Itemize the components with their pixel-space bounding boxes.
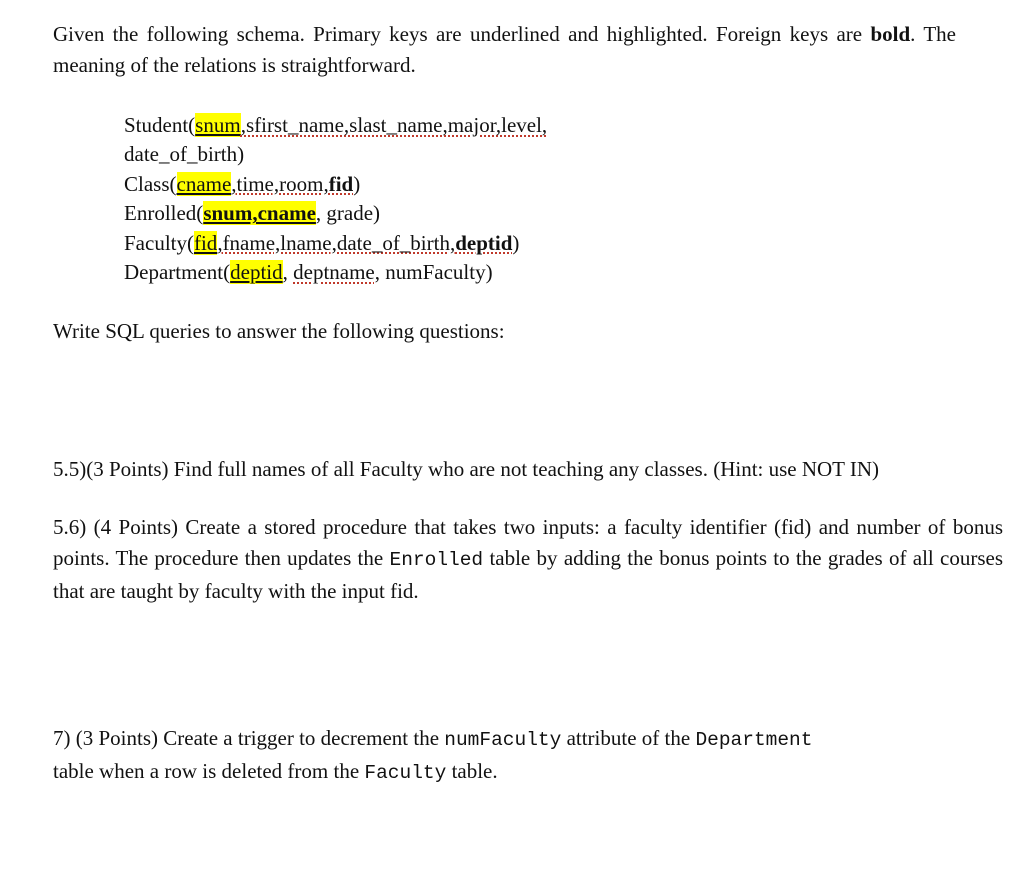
code-enrolled: Enrolled: [389, 549, 484, 571]
intro-bold-word: bold: [870, 22, 911, 46]
question-5-6: 5.6) (4 Points) Create a stored procedure that takes two inputs: a faculty identifier (fid) and number of bonus points. The procedure then updates the Enrolled table by adding the bonus points to the grades of all courses that are taught by faculty with the input fid.: [53, 515, 1004, 603]
relation-name: Department(: [124, 260, 231, 285]
schema-student-cont: [124, 140, 547, 169]
primary-key: fid: [193, 230, 218, 255]
attributes: date_of_birth): [124, 142, 245, 167]
question-5-5: 5.5)(3 Points) Find full names of all Faculty who are not teaching any classes. (Hint: use NOT IN): [53, 457, 880, 481]
schema-department: Department(deptid, deptname, numFaculty): [124, 260, 493, 285]
attributes: deptname: [293, 260, 375, 285]
primary-key: cname: [176, 171, 232, 196]
intro-text-1: Given the following schema. Primary keys are underlined and highlighted. Foreign keys are: [53, 22, 863, 46]
intro-paragraph: [53, 19, 956, 81]
primary-key: snum,cname: [203, 201, 316, 226]
attributes: ,time,room,: [231, 171, 329, 196]
schema-class: Class(cname,time,room,fid): [124, 171, 361, 196]
primary-key: snum: [195, 113, 241, 137]
code-department: Department: [695, 729, 813, 751]
schema-enrolled: [124, 199, 547, 228]
relation-name: Student(: [124, 113, 196, 137]
code-numfaculty: numFaculty: [444, 729, 562, 751]
schema-faculty: Faculty(fid,fname,lname,date_of_birth,deptid): [124, 230, 520, 255]
attributes: ,fname,lname,date_of_birth,: [217, 230, 456, 255]
primary-key: deptid: [230, 260, 283, 285]
intro-text-2: . The meaning of the relations is straightforward.: [53, 22, 956, 77]
code-faculty: Faculty: [364, 762, 447, 784]
foreign-key: fid: [328, 171, 354, 196]
attributes: , grade): [315, 201, 381, 226]
relation-name: Enrolled(: [124, 201, 204, 226]
attributes: ,sfirst_name,slast_name,major,level,: [240, 113, 548, 137]
attributes: , numFaculty): [374, 260, 493, 285]
relation-name: Faculty(: [124, 230, 194, 255]
schema-block: [124, 111, 547, 287]
instruction-text: Write SQL queries to answer the following questions:: [53, 319, 505, 343]
schema-student: [124, 111, 547, 140]
question-7: 7) (3 Points) Create a trigger to decrement the numFaculty attribute of the Department table when a row is deleted from the Faculty table.: [53, 726, 813, 784]
foreign-key: deptid: [455, 230, 513, 255]
relation-name: Class(: [124, 171, 177, 196]
